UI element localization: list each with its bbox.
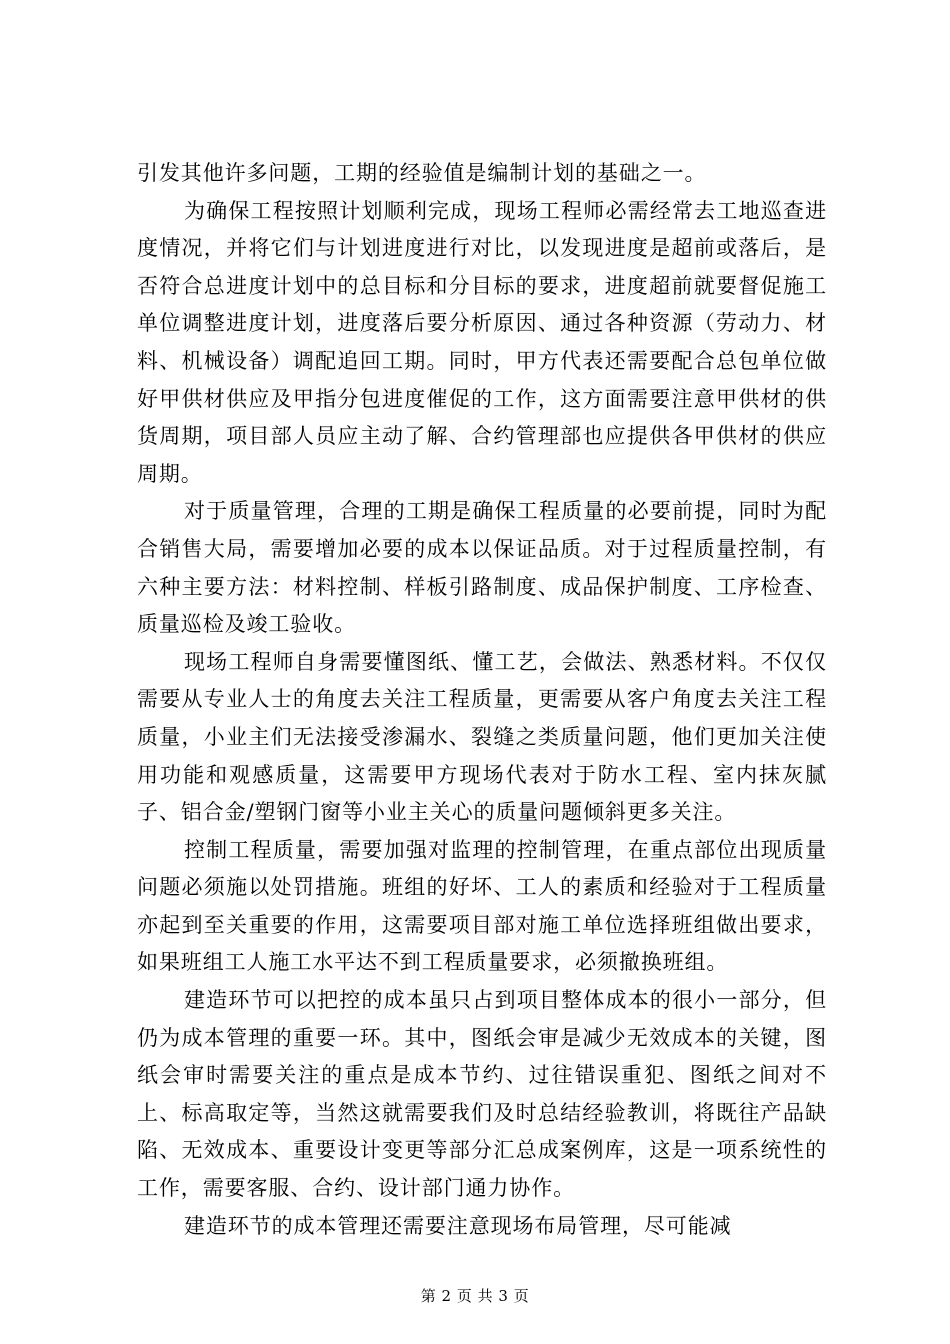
paragraph-site-engineer: 现场工程师自身需要懂图纸、懂工艺，会做法、熟悉材料。不仅仅需要从专业人士的角度去关注工程质量，更需要从客户角度去关注工程质量，小业主们无法接受渗漏水、裂缝之类质量问题，他们更加关注使用功能和观感质量，这需要甲方现场代表对于防水工程、室内抹灰腻子、铝合金/塑钢门窗等小业主关心的质量问题倾斜更多关注。 <box>137 649 827 825</box>
page-number-footer: 第 2 页 共 3 页 <box>420 1287 530 1305</box>
paragraph-schedule-inspection: 为确保工程按照计划顺利完成，现场工程师必需经常去工地巡查进度情况，并将它们与计划进度进行对比，以发现进度是超前或落后，是否符合总进度计划中的总目标和分目标的要求，进度超前就要督促施工单位调整进度计划，进度落后要分析原因、通过各种资源（劳动力、材料、机械设备）调配追回工期。同时，甲方代表还需要配合总包单位做好甲供材供应及甲指分包进度催促的工作，这方面需要注意甲供材的供货周期，项目部人员应主动了解、合约管理部也应提供各甲供材的供应周期。 <box>137 198 827 486</box>
paragraph-site-layout: 建造环节的成本管理还需要注意现场布局管理，尽可能减 <box>184 1213 732 1238</box>
body-text <box>137 155 827 1245</box>
paragraph-continuation: 引发其他许多问题，工期的经验值是编制计划的基础之一。 <box>137 161 707 185</box>
paragraph-construction-cost: 建造环节可以把控的成本虽只占到项目整体成本的很小一部分，但仍为成本管理的重要一环。其中，图纸会审是减少无效成本的关键，图纸会审时需要关注的重点是成本节约、过往错误重犯、图纸之间对不上、标高取定等，当然这就需要我们及时总结经验教训，将既往产品缺陷、无效成本、重要设计变更等部分汇总成案例库，这是一项系统性的工作，需要客服、合约、设计部门通力协作。 <box>137 988 827 1201</box>
paragraph-quality-management: 对于质量管理，合理的工期是确保工程质量的必要前提，同时为配合销售大局，需要增加必要的成本以保证品质。对于过程质量控制，有六种主要方法：材料控制、样板引路制度、成品保护制度、工序检查、质量巡检及竣工验收。 <box>137 499 827 637</box>
paragraph-quality-control: 控制工程质量，需要加强对监理的控制管理，在重点部位出现质量问题必须施以处罚措施。班组的好坏、工人的素质和经验对于工程质量亦起到至关重要的作用，这需要项目部对施工单位选择班组做出要求，如果班组工人施工水平达不到工程质量要求，必须撤换班组。 <box>137 837 827 975</box>
